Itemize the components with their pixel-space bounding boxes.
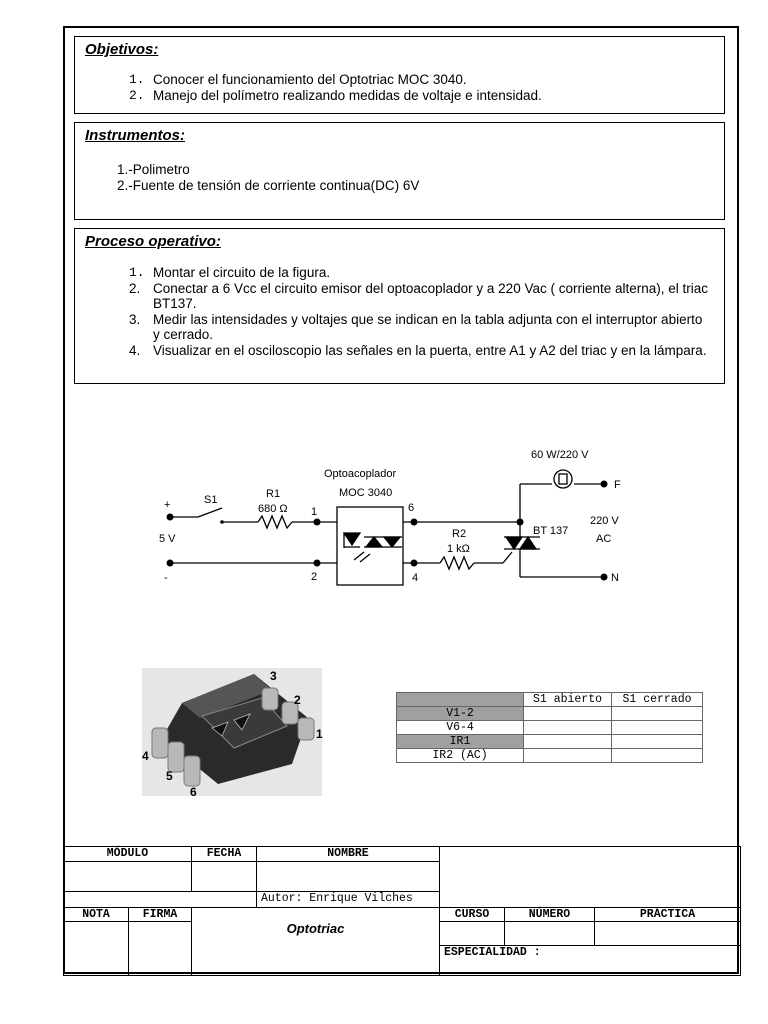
list-item: 2. Conectar a 6 Vcc el circuito emisor del optoacoplador y a 220 Vac ( corriente alterna), el triac BT137. [129,280,709,311]
s1-label: S1 [204,494,218,506]
ac-label: AC [596,533,612,545]
curso-field[interactable] [439,921,505,946]
nombre-field[interactable] [256,861,440,892]
modulo-field[interactable] [63,861,192,892]
r1-value: 680 Ω [258,503,288,515]
firma-header: FIRMA [128,907,192,922]
practica-field[interactable] [594,921,741,946]
table-row: IR1 [397,735,703,749]
pkg-pin-3: 3 [270,669,277,683]
triac-label: BT 137 [533,525,569,537]
fecha-field[interactable] [191,861,257,892]
list-item: 2.-Fuente de tensión de corriente continua(DC) 6V [117,177,420,193]
pkg-pin-5: 5 [166,769,173,783]
table-header: S1 abierto [524,693,612,707]
table-row: V1-2 [397,707,703,721]
opto-part: MOC 3040 [339,487,393,499]
list-item: 2. Manejo del polímetro realizando medidas de voltaje e intensidad. [129,87,542,103]
minus-label: - [164,572,168,584]
pkg-pin-2: 2 [294,693,301,707]
pin6-label: 6 [408,502,415,514]
table-row: IR2 (AC) [397,749,703,763]
list-item: 1.-Polimetro [117,162,190,177]
logo-area [439,846,741,908]
autor-cell: Autor: Enrique Vilches [256,891,440,908]
instrumentos-title: Instrumentos: [85,127,186,144]
list-item: 4. Visualizar en el osciloscopio las señales en la puerta, entre A1 y A2 del triac y en la lámpara. [129,342,707,358]
f-label: F [614,479,621,491]
practica-header: PRÁCTICA [594,907,741,922]
r2-label: R2 [452,528,467,540]
proceso-title: Proceso operativo: [85,233,221,250]
table-header [397,693,524,707]
list-item: 1. Montar el circuito de la figura. [129,265,331,280]
measurement-table [396,692,703,763]
list-item: 3. Medir las intensidades y voltajes que se indican en la tabla adjunta con el interruptor abierto y cerrado. [129,311,703,342]
practice-title: Optotriac [191,907,440,976]
table-header: S1 cerrado [612,693,703,707]
r1-label: R1 [266,488,281,500]
numero-field[interactable] [504,921,595,946]
list-item: 1. Conocer el funcionamiento del Optotriac MOC 3040. [129,72,467,87]
source-label: 5 V [159,533,176,545]
pin1-label: 1 [311,506,318,518]
blank-cell [63,891,257,908]
firma-field[interactable] [128,921,192,976]
especialidad-field[interactable]: ESPECIALIDAD : [439,945,741,976]
objetivos-title: Objetivos: [85,41,159,58]
pkg-pin-4: 4 [142,749,149,763]
mains-label: 220 V [590,515,619,527]
nota-header: NOTA [63,907,129,922]
lamp-label: 60 W/220 V [531,449,589,461]
moc3040-package-image [142,668,323,799]
pkg-pin-6: 6 [190,785,197,799]
modulo-header: MÓDULO [63,846,192,862]
table-header-row [397,693,703,707]
pin4-label: 4 [412,572,419,584]
curso-header: CURSO [439,907,505,922]
pin2-label: 2 [311,571,318,583]
table-row: V6-4 [397,721,703,735]
nombre-header: NOMBRE [256,846,440,862]
opto-label: Optoacoplador [324,468,397,480]
fecha-header: FECHA [191,846,257,862]
pkg-pin-1: 1 [316,727,323,741]
plus-label: + [164,499,171,511]
r2-value: 1 kΩ [447,543,470,555]
n-label: N [611,572,619,584]
footer-grid [63,846,741,976]
numero-header: NÚMERO [504,907,595,922]
nota-field[interactable] [63,921,129,976]
